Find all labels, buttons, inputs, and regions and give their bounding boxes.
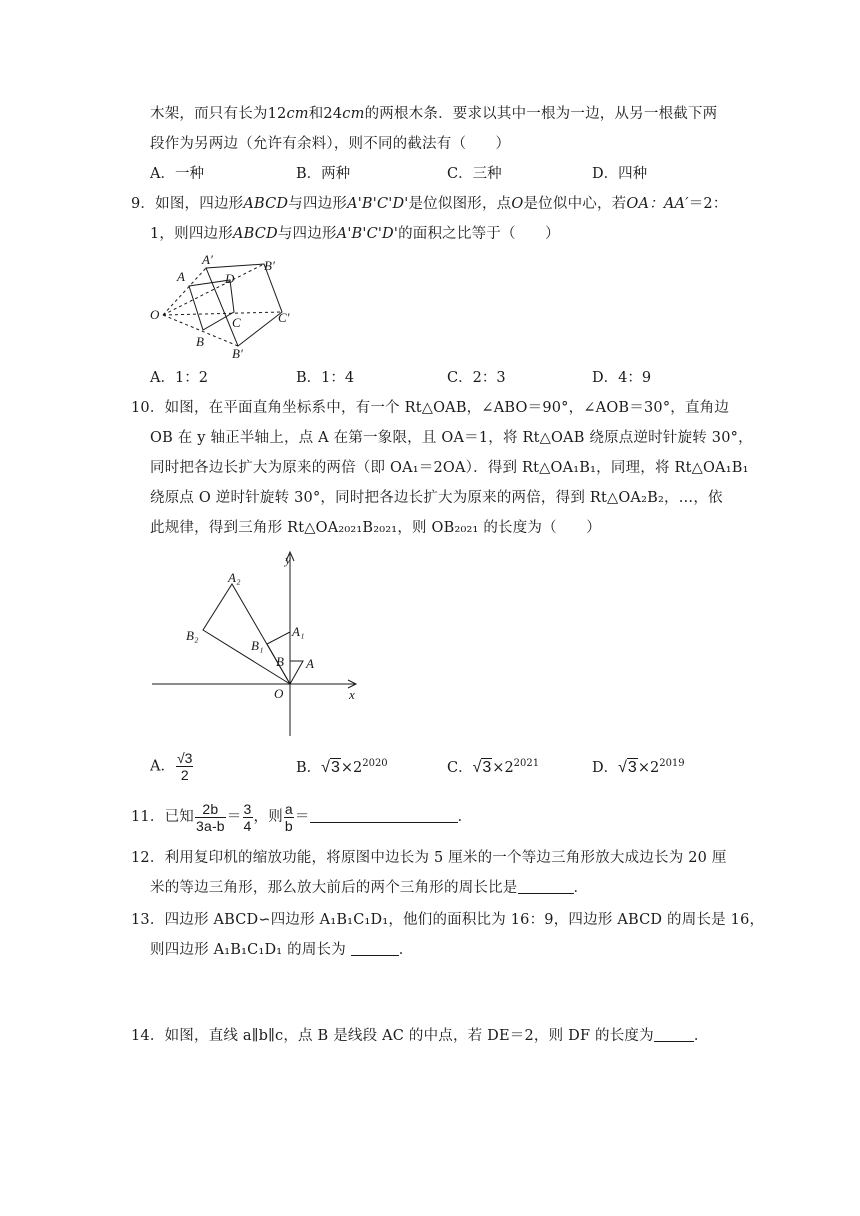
- q10-option-c-rest: ×2: [492, 760, 514, 776]
- q11-text: ，则: [253, 809, 283, 825]
- q9-text: 是位似图形，点: [408, 196, 512, 212]
- q10-option-b: [296, 758, 388, 778]
- q12-text: 米的等边三角形，那么放大前后的两个三角形的周长比是: [150, 880, 518, 896]
- exponent: 2021: [513, 758, 540, 769]
- q9-number: 9．: [131, 196, 156, 212]
- q10-option-a-fraction: [176, 750, 193, 783]
- q9-text: 与四边形: [277, 226, 337, 242]
- q8-option-c: C．三种: [447, 166, 502, 182]
- q9-abcd: ABCD: [243, 196, 289, 212]
- sqrt-symbol: √3: [472, 759, 492, 776]
- q12-text: 利用复印机的缩放功能，将原图中边长为 5 厘米的一个等边三角形放大成边长为 20 厘: [164, 850, 727, 866]
- triangle-oa2b2: [203, 584, 290, 684]
- q9-label-b-prime-top: B′: [264, 258, 275, 273]
- q8-option-b: B．两种: [296, 166, 351, 182]
- q11-fraction-3: [284, 801, 294, 834]
- q8-line-1: [150, 104, 717, 124]
- fraction-denominator: 3a-b: [195, 817, 225, 834]
- q10-option-d-rest: ×2: [637, 760, 660, 776]
- q12-line-1: [131, 848, 727, 868]
- q10-label-x: x: [349, 687, 355, 702]
- q10-label-b: B: [276, 654, 284, 669]
- q9-abcd-prime: A'B'C'D': [336, 226, 399, 242]
- q8-text: 和24: [308, 106, 343, 122]
- q10-line-1: [131, 398, 729, 418]
- q10-option-c-prefix: C．: [447, 760, 473, 776]
- q11-equals: ＝: [226, 809, 242, 825]
- q11-line: [131, 800, 472, 834]
- q12-end: ．: [573, 880, 589, 896]
- q10-label-b1: B₁: [251, 638, 264, 653]
- q12-number: 12．: [131, 850, 165, 866]
- q10-option-d-prefix: D．: [592, 760, 619, 776]
- q14-line: [131, 1026, 709, 1046]
- q10-label-o: O: [274, 686, 284, 701]
- q13-line-2: [150, 940, 413, 960]
- fraction-numerator: a: [284, 800, 293, 817]
- fraction-denominator: b: [284, 817, 293, 834]
- sqrt-symbol: √3: [321, 759, 340, 776]
- q10-text: 如图，在平面直角坐标系中，有一个 Rt△OAB，∠ABO＝90°，∠AOB＝30°，直角边: [164, 400, 730, 416]
- q13-text: 则四边形 A₁B₁C₁D₁ 的周长为: [150, 942, 351, 958]
- q9-homothety-figure: [144, 250, 304, 362]
- q10-line-4: 绕原点 O 逆时针旋转 30°，同时把各边长扩大为原来的两倍，得到 Rt△OA₂B₂，…，依: [150, 490, 723, 506]
- q11-fraction-2: [243, 801, 253, 834]
- q9-text: 与四边形: [288, 196, 348, 212]
- q14-number: 14．: [131, 1028, 165, 1044]
- q11-text: ＝: [294, 809, 310, 825]
- q9-option-b: B．1：4: [296, 370, 355, 386]
- q10-number: 10．: [131, 400, 165, 416]
- fraction-numerator: √3: [176, 750, 193, 766]
- exponent: 2019: [659, 758, 685, 769]
- sqrt-radicand: 3: [330, 759, 340, 776]
- sqrt-radicand: 3: [627, 759, 637, 776]
- q10-line-2: OB 在 y 轴正半轴上，点 A 在第一象限，且 OA＝1，将 Rt△OAB 绕原点逆时针旋转 30°，: [150, 430, 753, 446]
- q9-small-quad: [189, 280, 234, 330]
- q8-option-a: A．一种: [150, 166, 204, 182]
- q13-number: 13．: [131, 912, 165, 928]
- q10-line-3: 同时把各边长扩大为原来的两倍（即 OA₁＝2OA）．得到 Rt△OA₁B₁，同理，将 Rt△OA₁B₁: [150, 460, 749, 476]
- q9-label-b: B: [196, 334, 204, 349]
- fraction-denominator: 2: [180, 767, 189, 783]
- q8-text: 的两根木条．要求以其中一根为一边，从另一根截下两: [364, 106, 718, 122]
- q10-spiral-triangles-figure: [150, 548, 370, 738]
- q13-line-1: [131, 910, 764, 930]
- q9-line-2: [150, 224, 560, 244]
- q9-label-c-prime: C′: [278, 310, 290, 325]
- q9-o: O: [511, 196, 524, 212]
- q12-line-2: [150, 878, 588, 898]
- q9-label-d: D: [225, 271, 235, 286]
- q10-option-d: [592, 758, 685, 778]
- q8-unit: cm: [286, 106, 309, 122]
- q9-text: ＝2：: [688, 196, 728, 212]
- q11-end: ．: [457, 809, 473, 825]
- q9-text: 的面积之比等于（ ）: [398, 226, 560, 242]
- q10-triangles: [203, 584, 303, 684]
- q14-text: 如图，直线 a∥b∥c，点 B 是线段 AC 的中点，若 DE＝2，则 DF 的长度为: [164, 1028, 654, 1044]
- q10-label-a1: A₁: [292, 624, 305, 639]
- q10-label-a2: A₂: [228, 570, 241, 585]
- q10-line-5: 此规律，得到三角形 Rt△OA₂₀₂₁B₂₀₂₁，则 OB₂₀₂₁ 的长度为（ ）: [150, 520, 601, 536]
- q11-number: 11．: [131, 809, 165, 825]
- q9-text: 1，则四边形: [150, 226, 233, 242]
- fraction-denominator: 4: [243, 817, 252, 834]
- q11-answer-blank[interactable]: [310, 808, 458, 823]
- fraction-numerator: 2b: [195, 801, 226, 818]
- q10-label-b2: B₂: [186, 628, 199, 643]
- fraction-numerator: 3: [243, 800, 252, 817]
- q9-option-c: C．2：3: [447, 370, 506, 386]
- q9-ratio: OA：AA′: [626, 196, 689, 212]
- q9-label-o: O: [150, 307, 160, 322]
- q9-abcd: ABCD: [232, 226, 278, 242]
- q10-option-a-prefix: A．: [150, 758, 175, 775]
- q9-line-1: [131, 194, 728, 214]
- q13-text: 四边形 ABCD∽四边形 A₁B₁C₁D₁，他们的面积比为 16：9，四边形 ABCD 的周长是 16，: [164, 912, 765, 928]
- sqrt-symbol: √3: [618, 759, 637, 776]
- q9-label-b-prime-bottom: B′: [232, 346, 243, 361]
- q9-option-a: A．1：2: [150, 370, 208, 386]
- q14-answer-blank[interactable]: [654, 1027, 694, 1042]
- q11-fraction-1: [195, 801, 226, 834]
- q13-answer-blank[interactable]: [351, 941, 399, 956]
- q10-option-b-rest: ×2: [340, 760, 363, 776]
- q14-end: ．: [693, 1028, 709, 1044]
- q10-option-c: [447, 758, 539, 778]
- sqrt-radicand: 3: [482, 759, 492, 776]
- triangle-oab: [290, 661, 303, 684]
- q11-text: 已知: [164, 809, 194, 825]
- q10-option-a: [150, 750, 194, 783]
- q8-unit: cm: [342, 106, 365, 122]
- q13-end: ．: [398, 942, 414, 958]
- q9-text: 如图，四边形: [155, 196, 244, 212]
- q8-text: 木架，而只有长为12: [150, 106, 287, 122]
- q9-large-quad: [206, 264, 282, 346]
- q9-option-d: D．4：9: [592, 370, 652, 386]
- q9-label-c: C: [232, 315, 241, 330]
- q8-option-d: D．四种: [592, 166, 648, 182]
- q9-abcd-prime: A'B'C'D': [347, 196, 409, 212]
- q10-option-b-prefix: B．: [296, 760, 322, 776]
- q9-text: 是位似中心，若: [523, 196, 627, 212]
- q12-answer-blank[interactable]: [518, 879, 574, 894]
- q8-line-2: 段作为另两边（允许有余料），则不同的截法有（ ）: [150, 136, 511, 152]
- q9-label-a-prime: A′: [202, 252, 213, 267]
- q10-label-a: A: [306, 656, 314, 671]
- q10-label-y: y: [285, 552, 291, 567]
- q9-label-a: A: [177, 269, 185, 284]
- exponent: 2020: [362, 758, 388, 769]
